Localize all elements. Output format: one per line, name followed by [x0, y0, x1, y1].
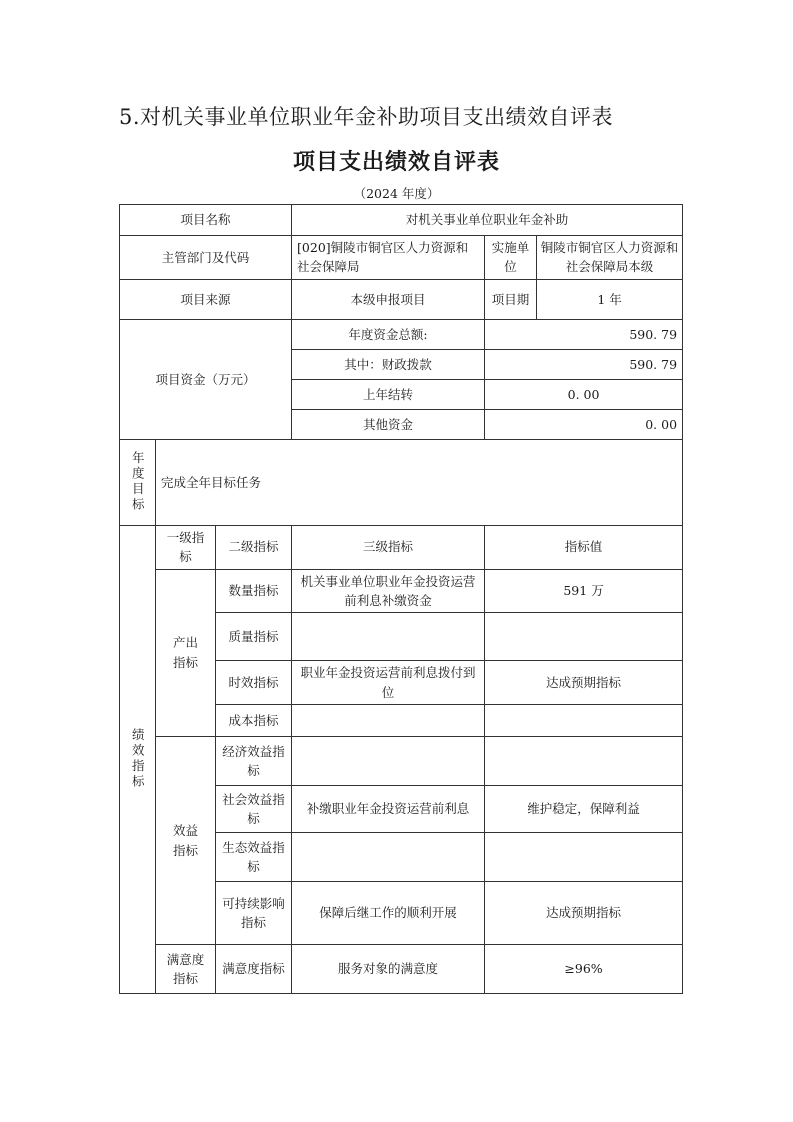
level3-cell: 补缴职业年金投资运营前利息 [292, 786, 485, 833]
indicator-value-cell: 维护稳定，保障利益 [485, 786, 683, 833]
level3-header: 三级指标 [292, 525, 485, 569]
funds-fiscal-label: 其中：财政拨款 [292, 349, 485, 379]
table-row [120, 737, 683, 786]
period-value: 1 年 [537, 279, 683, 319]
section-heading: 5.对机关事业单位职业年金补助项目支出绩效自评表 [119, 105, 614, 129]
indicator-value-header: 指标值 [485, 525, 683, 569]
output-indicators-label: 产出指标 [156, 569, 216, 737]
satisfaction-indicators-label: 满意度指标 [156, 945, 216, 994]
annual-goal-label: 年度目标 [120, 439, 156, 525]
evaluation-table [119, 204, 683, 994]
impl-unit-label: 实施单位 [485, 236, 537, 280]
level2-cell: 成本指标 [216, 705, 292, 737]
level2-cell: 质量指标 [216, 613, 292, 661]
level3-cell: 服务对象的满意度 [292, 945, 485, 994]
impl-unit-value: 铜陵市铜官区人力资源和社会保障局本级 [537, 236, 683, 280]
department-label: 主管部门及代码 [120, 236, 292, 280]
annual-goal-row [120, 439, 683, 525]
indicator-header-row [120, 525, 683, 569]
funds-total-label: 年度资金总额: [292, 319, 485, 349]
indicator-value-cell [485, 737, 683, 786]
fiscal-year: （2024 年度） [353, 186, 440, 201]
level3-cell: 机关事业单位职业年金投资运营前利息补缴资金 [292, 569, 485, 613]
period-label: 项目期 [485, 279, 537, 319]
funds-fiscal-value: 590. 79 [485, 349, 683, 379]
table-row [120, 945, 683, 994]
level3-cell [292, 833, 485, 882]
level1-header: 一级指标 [156, 525, 216, 569]
source-label: 项目来源 [120, 279, 292, 319]
funds-other-label: 其他资金 [292, 409, 485, 439]
table-row [120, 569, 683, 613]
level3-cell: 职业年金投资运营前利息拨付到位 [292, 661, 485, 705]
level3-cell [292, 705, 485, 737]
indicator-value-cell [485, 613, 683, 661]
source-row [120, 279, 683, 319]
funds-other-value: 0. 00 [485, 409, 683, 439]
indicator-value-cell: 591 万 [485, 569, 683, 613]
source-value: 本级申报项目 [292, 279, 485, 319]
level2-cell: 满意度指标 [216, 945, 292, 994]
indicator-value-cell [485, 833, 683, 882]
level2-header: 二级指标 [216, 525, 292, 569]
level2-cell: 生态效益指标 [216, 833, 292, 882]
level2-cell: 可持续影响指标 [216, 882, 292, 945]
funds-label: 项目资金（万元） [120, 319, 292, 439]
level2-cell: 经济效益指标 [216, 737, 292, 786]
project-name-row [120, 205, 683, 236]
level2-cell: 数量指标 [216, 569, 292, 613]
performance-indicators-label: 绩效指标 [120, 525, 156, 993]
funds-carryover-value: 0. 00 [485, 379, 683, 409]
funds-total-value: 590. 79 [485, 319, 683, 349]
indicator-value-cell [485, 705, 683, 737]
indicator-value-cell: ≥96% [485, 945, 683, 994]
level3-cell: 保障后继工作的顺利开展 [292, 882, 485, 945]
project-name-value: 对机关事业单位职业年金补助 [292, 205, 683, 236]
indicator-value-cell: 达成预期指标 [485, 661, 683, 705]
indicator-value-cell: 达成预期指标 [485, 882, 683, 945]
level3-cell [292, 613, 485, 661]
level2-cell: 时效指标 [216, 661, 292, 705]
level3-cell [292, 737, 485, 786]
funds-total-row [120, 319, 683, 349]
funds-carryover-label: 上年结转 [292, 379, 485, 409]
department-row [120, 236, 683, 280]
project-name-label: 项目名称 [120, 205, 292, 236]
annual-goal-value: 完成全年目标任务 [156, 439, 683, 525]
document-title: 项目支出绩效自评表 [292, 150, 500, 175]
department-value: [020]铜陵市铜官区人力资源和社会保障局 [292, 236, 485, 280]
level2-cell: 社会效益指标 [216, 786, 292, 833]
benefit-indicators-label: 效益指标 [156, 737, 216, 945]
